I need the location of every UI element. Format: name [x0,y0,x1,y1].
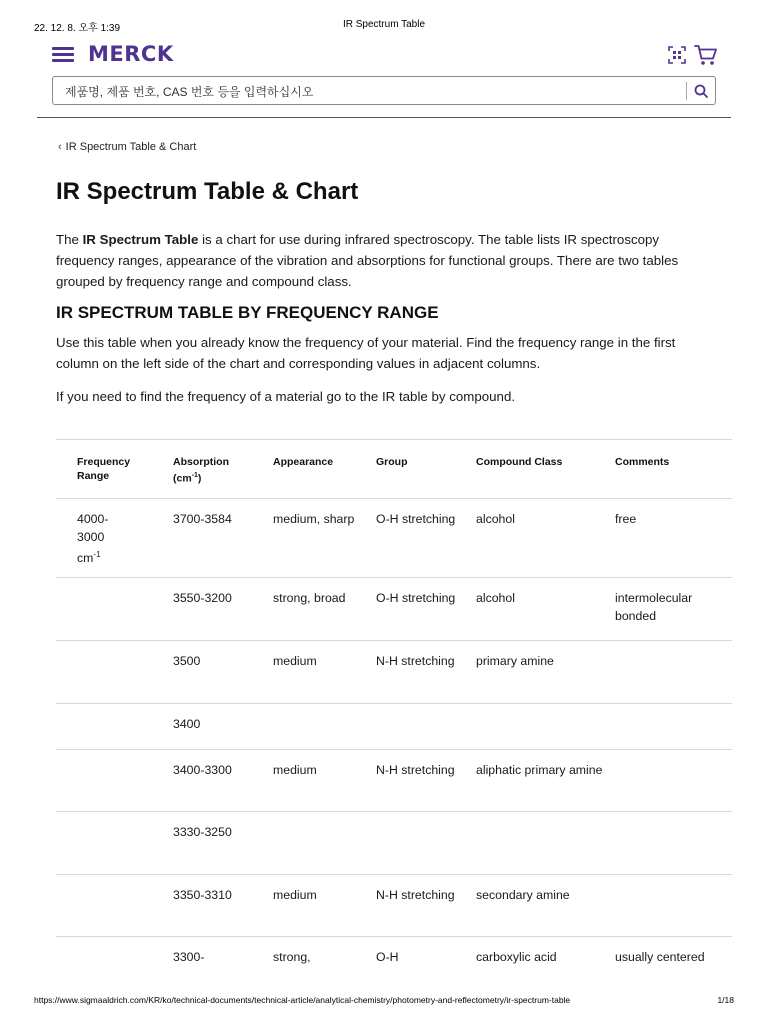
print-header [0,0,768,44]
search-icon[interactable] [692,82,710,100]
footer-page-number: 1/18 [717,995,734,1005]
cell-appearance: medium [273,888,317,902]
cell-group: N-H stretching [376,654,455,668]
cell-group: N-H stretching [376,763,455,777]
print-title: IR Spectrum Table [342,19,426,30]
search-divider [686,82,687,100]
cell-absorption: 3330-3250 [173,825,232,839]
menu-icon[interactable] [52,47,74,63]
cell-compound-class: primary amine [476,654,554,668]
table-row [56,640,732,703]
intro-rest: is a chart for use during infrared spectroscopy. The table lists IR spectroscopy frequency ranges, appearance of the vibration and absorptions for functional groups. There are two tables grouped by frequency range and compound class. [56,232,679,289]
header-divider [37,117,731,118]
cell-comments: intermolecular bonded [615,591,693,623]
cell-absorption: 3400 [173,717,201,731]
cell-group: O-H [376,950,399,964]
section-title: IR SPECTRUM TABLE BY FREQUENCY RANGE [56,303,439,322]
cell-compound-class: carboxylic acid [476,950,557,964]
cell-comments: free [615,512,637,526]
cell-compound-class: alcohol [476,512,515,526]
cell-group: N-H stretching [376,888,455,902]
cell-comments: usually centered [615,950,705,964]
chevron-left-icon: ‹ [58,141,62,153]
table-row [56,874,732,936]
cart-icon[interactable] [694,44,718,66]
cell-appearance: medium [273,763,317,777]
intro-bold: IR Spectrum Table [82,232,199,247]
search-bar[interactable] [52,76,716,105]
usage-paragraph: Use this table when you already know the frequency of your material. Find the frequency range in the first column on the left side of the chart and corresponding values in adjacent columns. [56,335,676,371]
table-row [56,703,732,749]
cell-absorption: 3400-3300 [173,763,232,777]
cell-appearance: medium [273,654,317,668]
header-absorption: Absorption $(cm^{-1})$ [173,456,229,485]
cell-group: O-H stretching [376,512,456,526]
print-date: 22. 12. 8. 오후 1:39 [34,23,121,34]
intro-prefix: The [56,232,83,247]
cell-absorption: 3300- [173,950,205,964]
cell-absorption: 3700-3584 [173,512,232,526]
header-group: Group [376,456,408,468]
cell-compound-class: secondary amine [476,888,570,902]
header-compound-class: Compound Class [476,456,563,468]
table-row [56,749,732,811]
table-row [56,577,732,640]
compound-link-paragraph: If you need to find the frequency of a material go to the IR table by compound. [56,389,516,404]
header-frequency-range: Frequency Range [77,456,131,482]
cell-appearance: medium, sharp [273,512,355,526]
breadcrumb-label[interactable]: IR Spectrum Table & Chart [65,141,197,153]
footer-url: https://www.sigmaaldrich.com/KR/ko/technical-documents/technical-article/analytical-chemistry/photometry-and-reflectometry/ir-spectrum-table [34,995,571,1005]
site-header [52,40,718,70]
cell-frequency-range: 4000- 3000 $cm^{-1}$ [77,512,109,566]
header-comments: Comments [615,456,670,468]
table-row [56,811,732,874]
cell-group: O-H stretching [376,591,456,605]
cell-compound-class: alcohol [476,591,515,605]
header-appearance: Appearance [273,456,334,468]
cell-appearance: strong, [273,950,311,964]
cell-absorption: 3550-3200 [173,591,232,605]
table-header-row [56,439,732,498]
intro-paragraph [56,229,716,292]
cell-appearance: strong, broad [273,591,346,605]
cell-absorption: 3350-3310 [173,888,232,902]
table-row [56,936,732,977]
breadcrumb[interactable] [58,141,196,153]
table-row [56,498,732,577]
page-title: IR Spectrum Table & Chart [56,178,359,205]
cell-absorption: 3500 [173,654,201,668]
qr-scan-icon[interactable] [668,46,686,64]
cell-compound-class: aliphatic primary amine [476,763,603,777]
merck-logo[interactable]: MERCK [88,42,174,66]
search-input[interactable]: 제품명, 제품 번호, CAS 번호 등을 입력하십시오 [65,85,314,99]
